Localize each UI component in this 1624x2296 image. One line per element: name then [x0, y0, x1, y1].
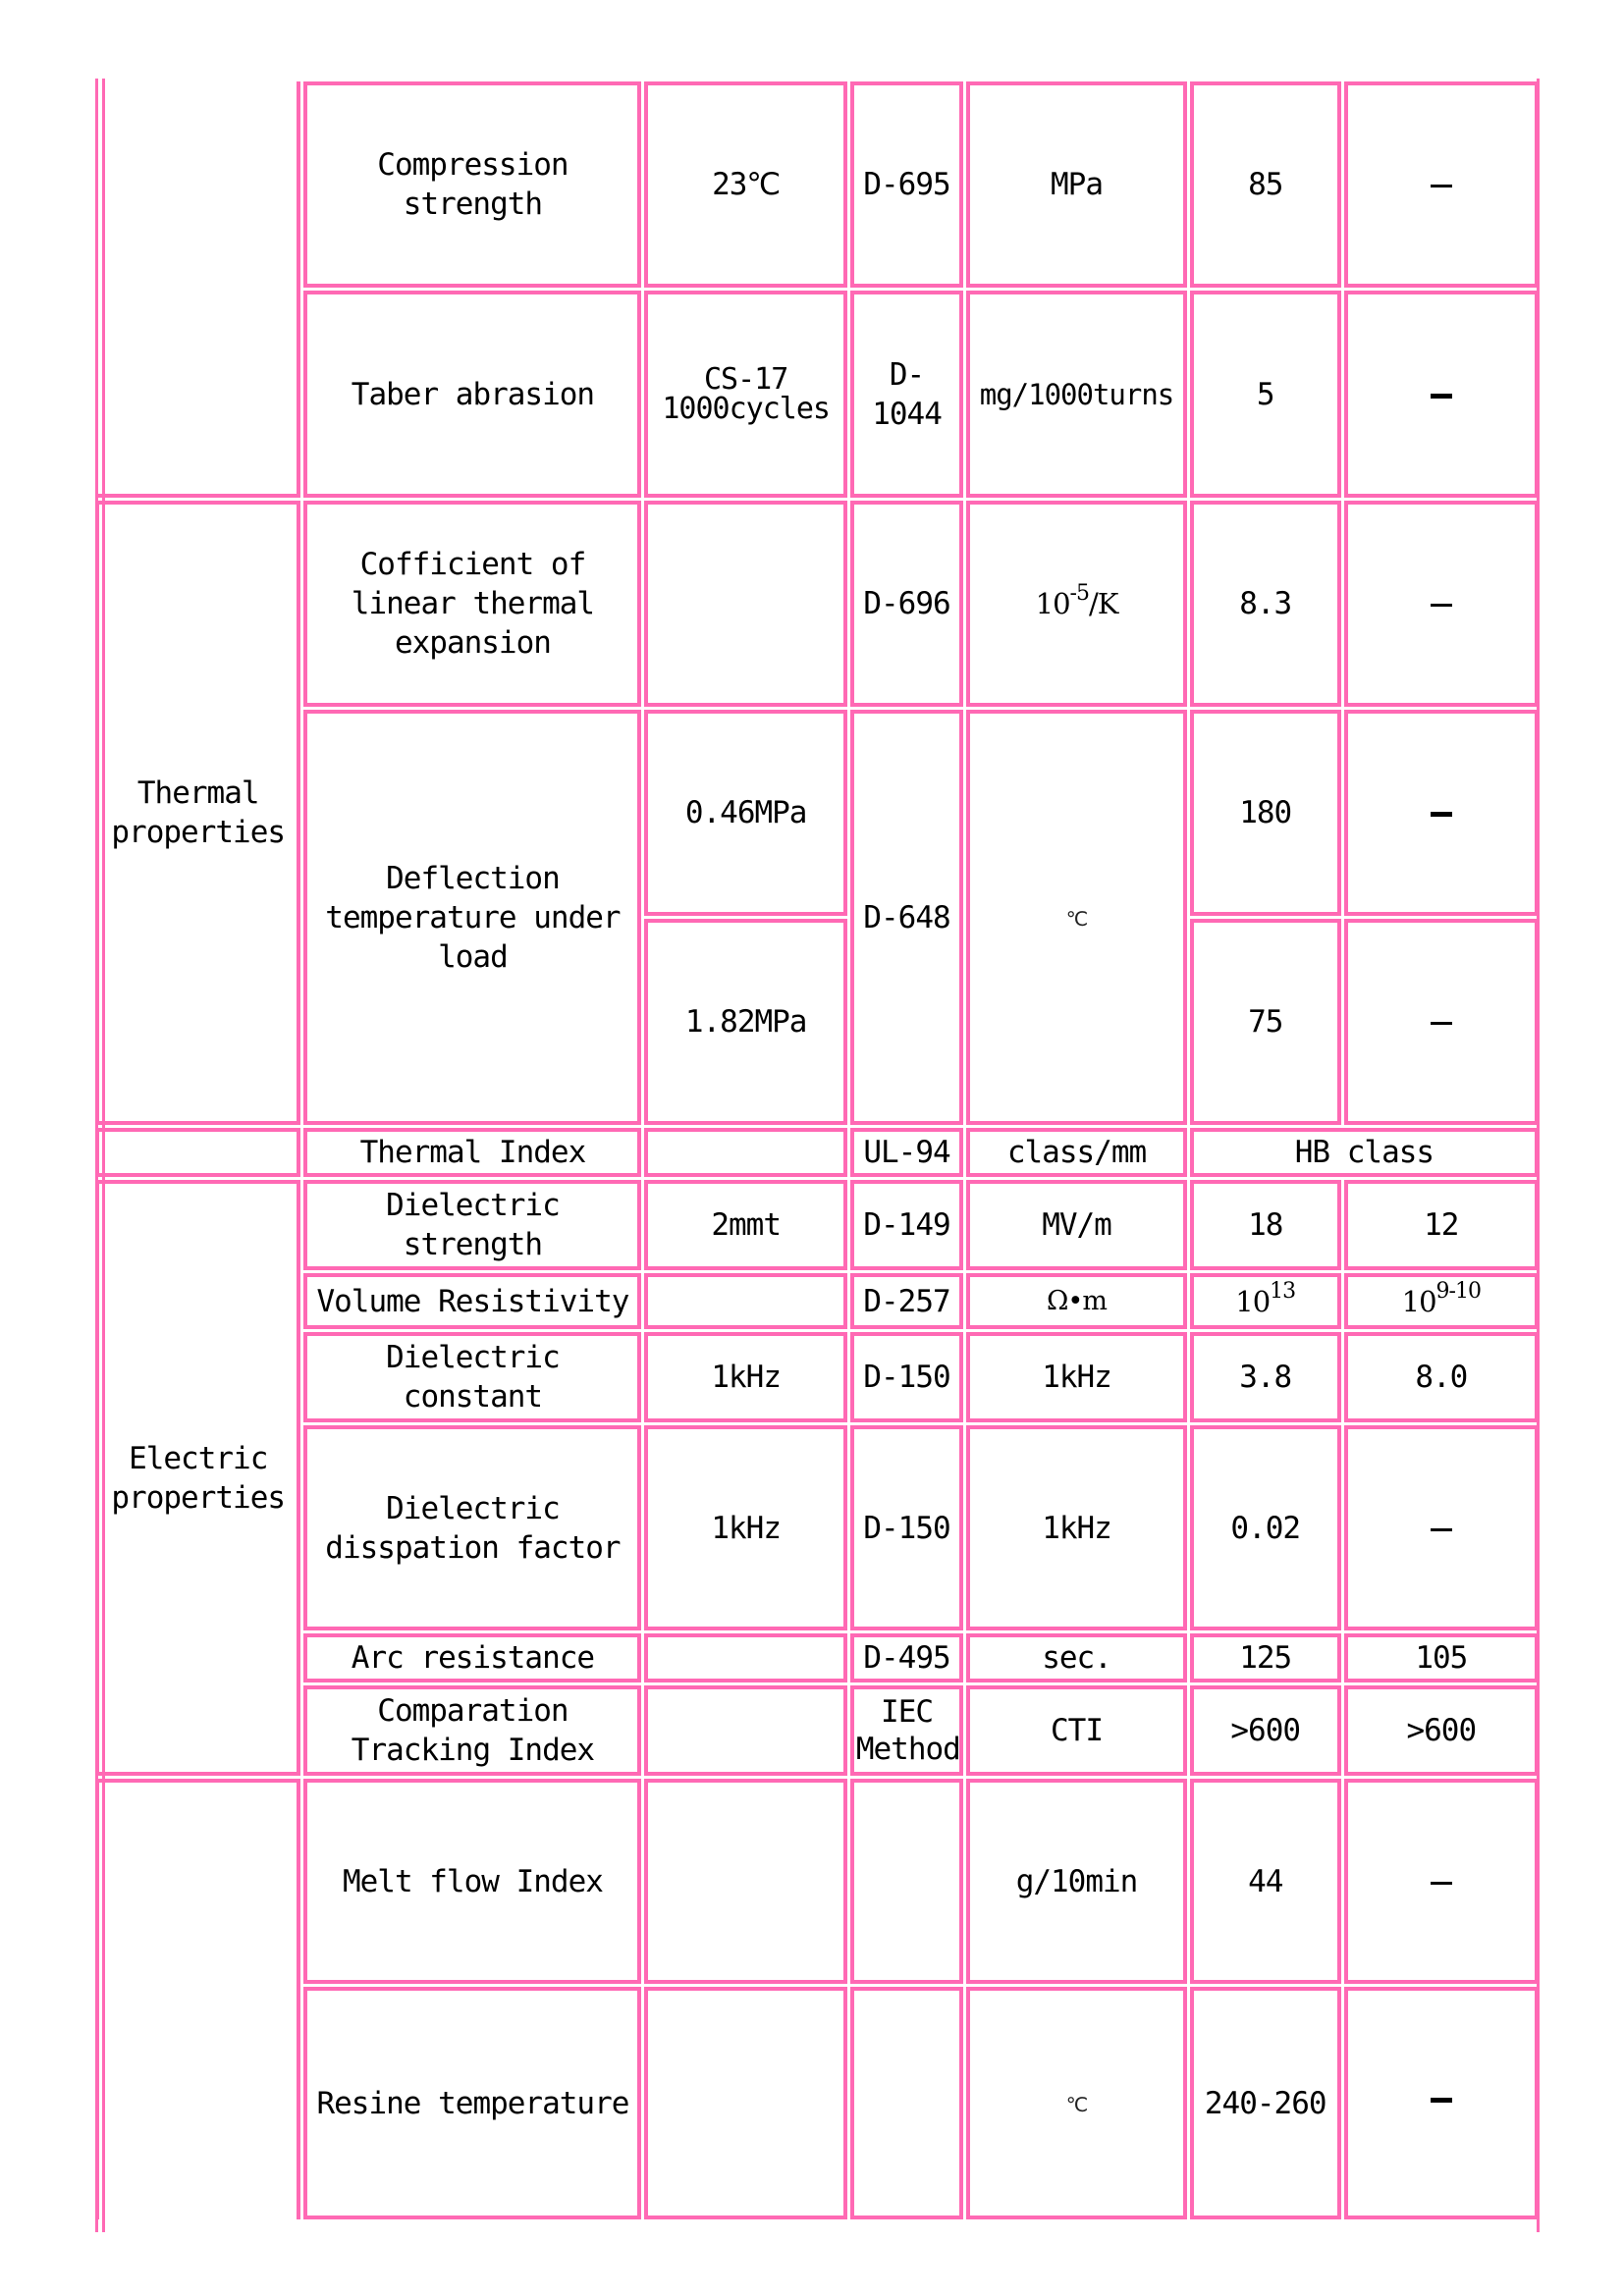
- condition-arc-resistance: [644, 1633, 846, 1682]
- table-row-melt-flow-index: [95, 1779, 1539, 1984]
- unit-dielectric-strength: MV/m: [966, 1180, 1187, 1270]
- category-cell-mechanical-continued: [95, 81, 300, 498]
- value1-volume-resistivity: $10^{13}$: [1190, 1273, 1341, 1329]
- value1-deflection-046: 180: [1190, 710, 1341, 916]
- table-row-dielectric-strength: [95, 1180, 1539, 1270]
- table-row-resine-temperature: [95, 1987, 1539, 2219]
- value2-volume-resistivity: 10$^{9-10}$: [1344, 1273, 1539, 1329]
- table-row-compression-strength: [95, 81, 1539, 288]
- value2-arc-resistance: 105: [1344, 1633, 1539, 1682]
- unit-comparative-tracking-index: CTI: [966, 1685, 1187, 1776]
- table-row-taber-abrasion: [95, 291, 1539, 498]
- dash-icon: [1431, 185, 1452, 187]
- value1-dielectric-strength: 18: [1190, 1180, 1341, 1270]
- table-row-deflection-temp-046: [95, 710, 1539, 916]
- test-method-compression-strength: D-695: [850, 81, 963, 288]
- value2-dielectric-strength: 12: [1344, 1180, 1539, 1270]
- condition-dielectric-strength: 2mmt: [644, 1180, 846, 1270]
- value1-resine-temperature: 240-260: [1190, 1987, 1341, 2219]
- value2-comparative-tracking-index: >600: [1344, 1685, 1539, 1776]
- value2-melt-flow-index: [1344, 1779, 1539, 1984]
- value1-melt-flow-index: 44: [1190, 1779, 1341, 1984]
- table-row-volume-resistivity: [95, 1273, 1539, 1329]
- dash-icon: [1431, 812, 1452, 817]
- value1-arc-resistance: 125: [1190, 1633, 1341, 1682]
- unit-arc-resistance: sec.: [966, 1633, 1187, 1682]
- category-cell-empty: [95, 1128, 300, 1177]
- property-resine-temperature: Resine temperature: [303, 1987, 641, 2219]
- table-row-thermal-index: [95, 1128, 1539, 1177]
- unit-dissipation-factor: 1kHz: [966, 1425, 1187, 1630]
- condition-resine-temperature: [644, 1987, 846, 2219]
- table-row-dielectric-constant: [95, 1332, 1539, 1422]
- value2-linear-thermal-expansion: [1344, 501, 1539, 707]
- condition-comparative-tracking-index: [644, 1685, 846, 1776]
- property-comparative-tracking-index: Comparation Tracking Index: [303, 1685, 641, 1776]
- value1-deflection-182: 75: [1190, 919, 1341, 1125]
- celsius-unit: ℃: [1065, 907, 1088, 931]
- value2-taber-abrasion: [1344, 291, 1539, 498]
- condition-dissipation-factor: 1kHz: [644, 1425, 846, 1630]
- property-dissipation-factor: Dielectric disspation factor: [303, 1425, 641, 1630]
- property-compression-strength: Compression strength: [303, 81, 641, 288]
- property-volume-resistivity: Volume Resistivity: [303, 1273, 641, 1329]
- table-row-linear-thermal-expansion: [95, 501, 1539, 707]
- value2-deflection-046: [1344, 710, 1539, 916]
- condition-melt-flow-index: [644, 1779, 846, 1984]
- dash-icon: [1431, 2098, 1452, 2103]
- value1-dielectric-constant: 3.8: [1190, 1332, 1341, 1422]
- value1-taber-abrasion: 5: [1190, 291, 1341, 498]
- condition-thermal-index: [644, 1128, 846, 1177]
- table-row-comparative-tracking-index: [95, 1685, 1539, 1776]
- unit-taber-abrasion: mg/1000turns: [966, 291, 1187, 498]
- category-cell-processing-continued: [95, 1779, 300, 2219]
- table-row-dissipation-factor: [95, 1425, 1539, 1630]
- condition-dielectric-constant: 1kHz: [644, 1332, 846, 1422]
- property-arc-resistance: Arc resistance: [303, 1633, 641, 1682]
- unit-volume-resistivity: Ω•m: [966, 1273, 1187, 1329]
- unit-melt-flow-index: g/10min: [966, 1779, 1187, 1984]
- test-method-melt-flow-index: [850, 1779, 963, 1984]
- value1-compression-strength: 85: [1190, 81, 1341, 288]
- property-dielectric-constant: Dielectric constant: [303, 1332, 641, 1422]
- test-method-resine-temperature: [850, 1987, 963, 2219]
- dash-icon: [1431, 1528, 1452, 1531]
- dash-icon: [1431, 1022, 1452, 1025]
- value-thermal-index: HB class: [1190, 1128, 1539, 1177]
- category-thermal-properties: Thermal properties: [95, 501, 300, 1125]
- unit-thermal-index: class/mm: [966, 1128, 1187, 1177]
- dash-icon: [1431, 604, 1452, 607]
- value2-deflection-182: [1344, 919, 1539, 1125]
- condition-compression-strength: 23℃: [644, 81, 846, 288]
- value2-resine-temperature: [1344, 1987, 1539, 2219]
- condition-linear-thermal-expansion: [644, 501, 846, 707]
- value1-linear-thermal-expansion: 8.3: [1190, 501, 1341, 707]
- table-row-arc-resistance: [95, 1633, 1539, 1682]
- condition-taber-abrasion: CS-17 1000cycles: [644, 291, 846, 498]
- test-method-dissipation-factor: D-150: [850, 1425, 963, 1630]
- property-thermal-index: Thermal Index: [303, 1128, 641, 1177]
- value1-comparative-tracking-index: >600: [1190, 1685, 1341, 1776]
- dash-icon: [1431, 1882, 1452, 1885]
- test-method-dielectric-constant: D-150: [850, 1332, 963, 1422]
- unit-resine-temperature: [966, 1987, 1187, 2219]
- value2-compression-strength: [1344, 81, 1539, 288]
- dash-icon: [1431, 394, 1452, 399]
- test-method-thermal-index: UL-94: [850, 1128, 963, 1177]
- test-method-linear-thermal-expansion: D-696: [850, 501, 963, 707]
- unit-linear-thermal-expansion: $10^{-5}/K$: [966, 501, 1187, 707]
- unit-deflection: [966, 710, 1187, 1125]
- test-method-volume-resistivity: D-257: [850, 1273, 963, 1329]
- condition-volume-resistivity: [644, 1273, 846, 1329]
- property-melt-flow-index: Melt flow Index: [303, 1779, 641, 1984]
- material-properties-table: [92, 79, 1542, 2222]
- category-electric-properties: Electric properties: [95, 1180, 300, 1776]
- properties-sheet: [95, 79, 1539, 2222]
- celsius-unit: ℃: [1065, 2093, 1088, 2116]
- unit-dielectric-constant: 1kHz: [966, 1332, 1187, 1422]
- test-method-comparative-tracking-index: IEC Method: [850, 1685, 963, 1776]
- test-method-taber-abrasion: D-1044: [850, 291, 963, 498]
- test-method-deflection: D-648: [850, 710, 963, 1125]
- condition-deflection-046: 0.46MPa: [644, 710, 846, 916]
- property-deflection-temperature: Deflection temperature under load: [303, 710, 641, 1125]
- property-taber-abrasion: Taber abrasion: [303, 291, 641, 498]
- test-method-arc-resistance: D-495: [850, 1633, 963, 1682]
- value2-dielectric-constant: 8.0: [1344, 1332, 1539, 1422]
- property-linear-thermal-expansion: Cofficient of linear thermal expansion: [303, 501, 641, 707]
- test-method-dielectric-strength: D-149: [850, 1180, 963, 1270]
- property-dielectric-strength: Dielectric strength: [303, 1180, 641, 1270]
- value2-dissipation-factor: [1344, 1425, 1539, 1630]
- condition-deflection-182: 1.82MPa: [644, 919, 846, 1125]
- value1-dissipation-factor: 0.02: [1190, 1425, 1341, 1630]
- unit-compression-strength: MPa: [966, 81, 1187, 288]
